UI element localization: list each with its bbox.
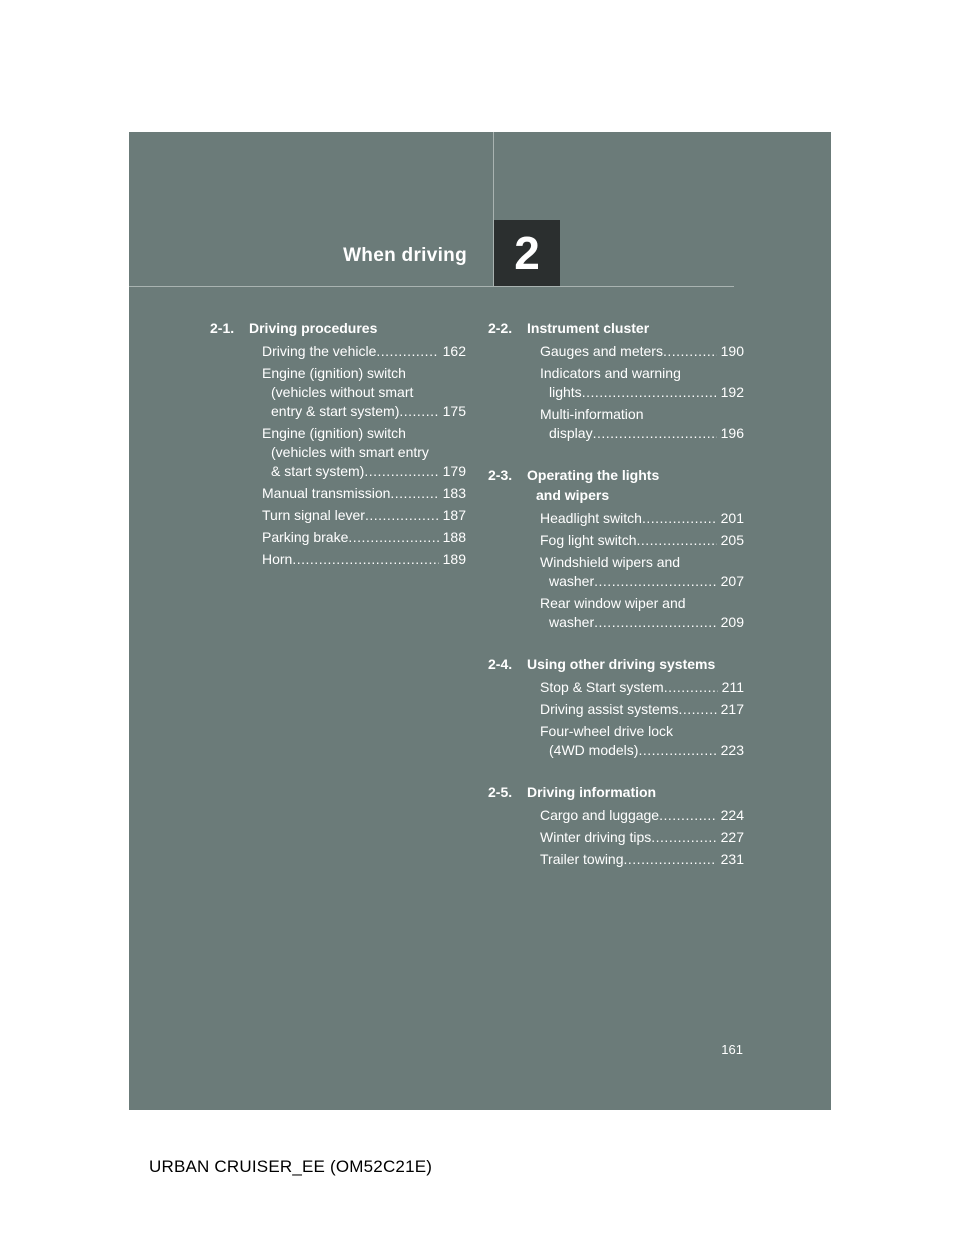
entry-page-number: 175: [442, 403, 466, 419]
entry-title: Driving assist systems: [540, 701, 679, 717]
entry-title: & start system): [271, 463, 365, 479]
dot-leader: [659, 806, 717, 825]
entry-title: Manual transmission: [262, 485, 391, 501]
toc-section: [488, 654, 744, 760]
entry-title: Stop & Start system: [540, 679, 664, 695]
section-number: 2-5.: [488, 784, 513, 800]
toc-entry[interactable]: [262, 364, 466, 421]
entry-page-number: 231: [720, 851, 744, 867]
toc-section: [488, 465, 744, 632]
toc-entry[interactable]: [540, 806, 744, 825]
dot-leader: [376, 342, 438, 361]
entry-title: Rear window wiper and: [540, 595, 686, 611]
toc-entry[interactable]: [540, 364, 744, 402]
section-number: 2-2.: [488, 320, 513, 336]
dot-leader: [663, 342, 717, 361]
chapter-title: When driving: [343, 245, 467, 266]
dot-leader: [642, 509, 717, 528]
toc-entry-line: [262, 528, 466, 547]
toc-entry-line: [540, 572, 744, 591]
toc-entry[interactable]: [540, 405, 744, 443]
toc-entry-line: [540, 364, 744, 383]
toc-entry-line: [262, 342, 466, 361]
entry-title: Headlight switch: [540, 510, 642, 526]
entry-title: (4WD models): [549, 742, 639, 758]
section-title: [527, 318, 744, 338]
section-heading: [488, 318, 744, 338]
toc-entry[interactable]: [540, 594, 744, 632]
toc-entry-line: [262, 506, 466, 525]
entry-page-number: 179: [442, 463, 466, 479]
chapter-panel: [129, 132, 831, 1110]
toc-entry[interactable]: [262, 424, 466, 481]
section-number: 2-1.: [210, 320, 235, 336]
toc-entry[interactable]: [262, 528, 466, 547]
toc-entry-line: [540, 700, 744, 719]
section-title: [527, 654, 744, 674]
toc-entry-line: [262, 484, 466, 503]
entry-title: Fog light switch: [540, 532, 637, 548]
section-number: 2-3.: [488, 467, 513, 483]
entry-title: Winter driving tips: [540, 829, 652, 845]
toc-section: [488, 782, 744, 869]
section-title: [527, 465, 744, 505]
toc-right-column: [488, 318, 744, 891]
section-title-line: Instrument cluster: [527, 320, 650, 336]
toc-entry[interactable]: [262, 342, 466, 361]
entry-title: Indicators and warning: [540, 365, 681, 381]
entry-title: display: [549, 425, 593, 441]
entry-title: Trailer towing: [540, 851, 624, 867]
section-title-line: Driving procedures: [249, 320, 378, 336]
section-heading: [488, 654, 744, 674]
entry-title: lights: [549, 384, 582, 400]
toc-entry-line: [540, 383, 744, 402]
toc-entry-line: [540, 342, 744, 361]
dot-leader: [664, 678, 718, 697]
entry-page-number: 207: [720, 573, 744, 589]
toc-entry-line: [262, 364, 466, 383]
entry-page-number: 211: [721, 679, 744, 695]
entry-title: Four-wheel drive lock: [540, 723, 674, 739]
toc-entry-line: [262, 424, 466, 443]
toc-entry-line: [540, 722, 744, 741]
entry-page-number: 192: [720, 384, 744, 400]
dot-leader: [593, 424, 717, 443]
dot-leader: [390, 484, 438, 503]
toc-entry-line: [262, 443, 466, 462]
entry-page-number: 223: [720, 742, 744, 758]
toc-entry-line: [540, 553, 744, 572]
entry-page-number: 196: [720, 425, 744, 441]
toc-entry[interactable]: [540, 700, 744, 719]
toc-entry-line: [262, 402, 466, 421]
entry-title: (vehicles with smart entry: [271, 444, 429, 460]
entry-title: entry & start system): [271, 403, 400, 419]
entry-title: Parking brake: [262, 529, 349, 545]
dot-leader: [348, 528, 438, 547]
section-title-line: and wipers: [536, 487, 610, 503]
entry-page-number: 217: [720, 701, 744, 717]
entry-title: Engine (ignition) switch: [262, 365, 406, 381]
entry-page-number: 201: [720, 510, 744, 526]
entry-page-number: 209: [720, 614, 744, 630]
dot-leader: [638, 741, 716, 760]
toc-entry[interactable]: [540, 828, 744, 847]
dot-leader: [636, 531, 716, 550]
entry-title: Horn: [262, 551, 293, 567]
section-title-line: Using other driving systems: [527, 656, 716, 672]
toc-entry-line: [540, 613, 744, 632]
dot-leader: [399, 402, 438, 421]
toc-entry[interactable]: [262, 484, 466, 503]
toc-entry-line: [540, 509, 744, 528]
toc-entry-line: [540, 405, 744, 424]
entry-page-number: 190: [720, 343, 744, 359]
toc-section: [488, 318, 744, 443]
dot-leader: [292, 550, 438, 569]
toc-entry-line: [540, 828, 744, 847]
dot-leader: [678, 700, 716, 719]
toc-entry-line: [262, 550, 466, 569]
toc-entry-line: [540, 531, 744, 550]
entry-page-number: 224: [720, 807, 744, 823]
chapter-number-box: 2: [494, 220, 560, 286]
toc-entry[interactable]: [540, 850, 744, 869]
section-heading: [488, 465, 744, 505]
toc-entry-line: [540, 424, 744, 443]
toc-entry[interactable]: [262, 550, 466, 569]
dot-leader: [364, 462, 438, 481]
entry-title: Cargo and luggage: [540, 807, 660, 823]
toc-entry[interactable]: [540, 722, 744, 760]
toc-entry-line: [540, 678, 744, 697]
toc-entry[interactable]: [540, 553, 744, 591]
entry-title: washer: [549, 573, 595, 589]
toc-entry[interactable]: [540, 531, 744, 550]
toc-section: [210, 318, 466, 569]
entry-page-number: 189: [442, 551, 466, 567]
toc-entry-line: [540, 741, 744, 760]
entry-page-number: 183: [442, 485, 466, 501]
section-title: [527, 782, 744, 802]
entry-title: Gauges and meters: [540, 343, 663, 359]
toc-entry[interactable]: [540, 342, 744, 361]
page-number: 161: [721, 1042, 743, 1057]
dot-leader: [594, 613, 717, 632]
entry-title: Windshield wipers and: [540, 554, 681, 570]
entry-title: (vehicles without smart: [271, 384, 414, 400]
section-heading: [210, 318, 466, 338]
section-number: 2-4.: [488, 656, 513, 672]
dot-leader: [594, 572, 717, 591]
dot-leader: [651, 828, 716, 847]
entry-page-number: 205: [720, 532, 744, 548]
toc-entry[interactable]: [540, 678, 744, 697]
toc-entry-line: [262, 462, 466, 481]
toc-entry[interactable]: [262, 506, 466, 525]
entry-title: washer: [549, 614, 595, 630]
toc-entry-line: [262, 383, 466, 402]
entry-page-number: 162: [442, 343, 466, 359]
entry-title: Driving the vehicle: [262, 343, 377, 359]
section-title-line: Operating the lights: [527, 467, 660, 483]
dot-leader: [624, 850, 717, 869]
toc-entry-line: [540, 594, 744, 613]
entry-page-number: 188: [442, 529, 466, 545]
entry-title: Turn signal lever: [262, 507, 365, 523]
toc-entry-line: [540, 850, 744, 869]
toc-left-column: [210, 318, 466, 591]
entry-page-number: 187: [442, 507, 466, 523]
section-heading: [488, 782, 744, 802]
toc-entry[interactable]: [540, 509, 744, 528]
section-title: [249, 318, 466, 338]
section-title-line: Driving information: [527, 784, 657, 800]
header-horizontal-rule: [129, 286, 734, 287]
dot-leader: [582, 383, 717, 402]
entry-title: Multi-information: [540, 406, 644, 422]
dot-leader: [365, 506, 439, 525]
entry-title: Engine (ignition) switch: [262, 425, 406, 441]
entry-page-number: 227: [720, 829, 744, 845]
document-footer: URBAN CRUISER_EE (OM52C21E): [149, 1157, 433, 1176]
toc-entry-line: [540, 806, 744, 825]
